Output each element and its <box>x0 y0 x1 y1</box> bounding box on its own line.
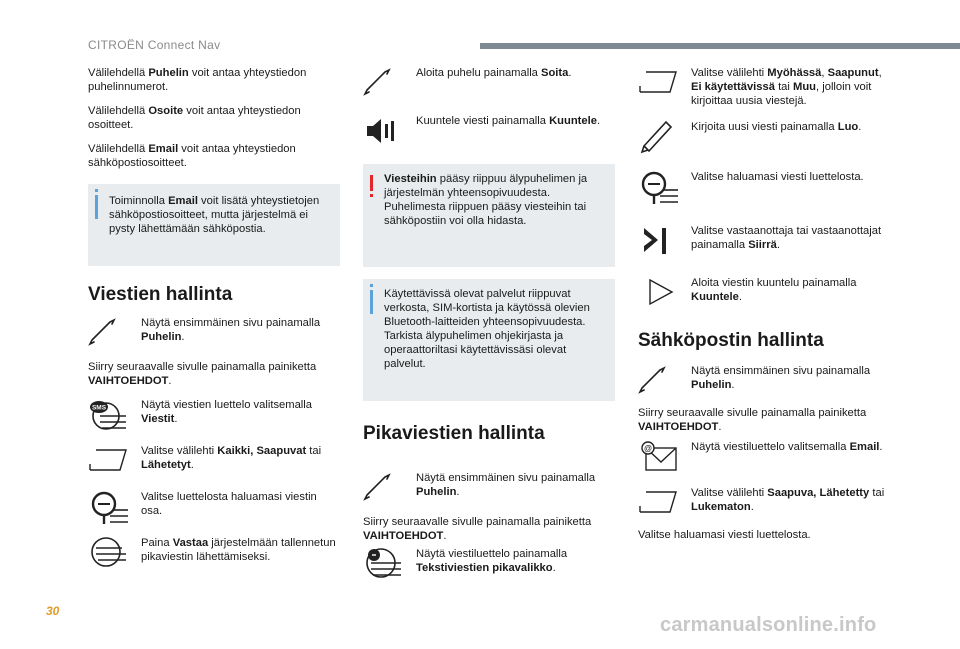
sms-badge-text: SMS <box>91 404 107 412</box>
quick-message-icon <box>88 536 132 570</box>
column-1 <box>88 66 340 582</box>
heading-email-management: Sähköpostin hallinta <box>638 330 824 351</box>
info-icon <box>95 195 98 219</box>
column-2 <box>363 66 615 593</box>
phone-handset-icon <box>363 471 407 505</box>
info-note-email: Toiminnolla Email voit lisätä yhteystietojen sähköpostiosoitteet, mutta järjestelmä ei pysty lähettämään sähköpostia. <box>88 184 340 266</box>
step-listen-email: Aloita viestin kuuntelu painamalla Kuuntele. <box>638 276 890 310</box>
step-reply: Paina Vastaa järjestelmään tallennetun pikaviestin lähettämiseksi. <box>88 536 340 570</box>
list-select-icon <box>88 490 132 524</box>
header-bar <box>480 43 960 49</box>
play-icon <box>638 276 682 310</box>
heading-quick-messages: Pikaviestien hallinta <box>363 423 545 444</box>
tab-folder-icon <box>638 66 682 100</box>
step-select-late-tab: Valitse välilehti Myöhässä, Saapunut, Ei käytettävissä tai Muu, jolloin voit kirjoittaa uusia viestejä. <box>638 66 890 108</box>
sms-list-icon <box>88 398 132 432</box>
svg-text:@: @ <box>644 444 652 453</box>
email-envelope-icon <box>638 440 682 474</box>
phone-handset-icon <box>363 66 407 100</box>
column-3 <box>638 66 890 552</box>
pencil-icon <box>638 120 682 154</box>
paragraph-next-page: Siirry seuraavalle sivulle painamalla painiketta VAIHTOEHDOT. <box>88 361 317 387</box>
list-select-icon <box>638 170 682 204</box>
paragraph-phone-tab: Välilehdellä Puhelin voit antaa yhteystiedon puhelinnumerot. <box>88 67 307 93</box>
phone-handset-icon <box>638 364 682 398</box>
tab-folder-icon <box>638 486 682 520</box>
info-icon <box>370 290 373 314</box>
step-select-email-tab: Valitse välilehti Saapuva, Lähetetty tai Lukematon. <box>638 486 890 520</box>
step-show-first-page: Näytä ensimmäinen sivu painamalla Puhelin. <box>88 316 340 350</box>
paragraph-address-tab: Välilehdellä Osoite voit antaa yhteystiedon osoitteet. <box>88 105 301 131</box>
speaker-icon <box>363 114 407 148</box>
heading-message-management: Viestien hallinta <box>88 284 233 305</box>
paragraph-email-tab: Välilehdellä Email voit antaa yhteystiedon sähköpostiosoitteet. <box>88 143 296 169</box>
step-show-quick-list: Näytä viestiluettelo painamalla Tekstiviestien pikavalikko. <box>363 547 615 581</box>
page-number: 30 <box>46 604 60 618</box>
watermark: carmanualsonline.info <box>660 614 877 636</box>
step-show-email-list: @ Näytä viestiluettelo valitsemalla Email. <box>638 440 890 474</box>
paragraph-select-email: Valitse haluamasi viesti luettelosta. <box>638 529 811 541</box>
step-write-new: Kirjoita uusi viesti painamalla Luo. <box>638 120 890 154</box>
step-start-call: Aloita puhelu painamalla Soita. <box>363 66 615 100</box>
step-show-messages: SMS Näytä viestien luettelo valitsemalla Viestit. <box>88 398 340 432</box>
manual-header-title: CITROËN Connect Nav <box>88 38 221 52</box>
step-show-first-page-email: Näytä ensimmäinen sivu painamalla Puhelin. <box>638 364 890 398</box>
warning-icon <box>370 175 373 191</box>
step-select-tab: Valitse välilehti Kaikki, Saapuvat tai Lähetetyt. <box>88 444 340 478</box>
phone-handset-icon <box>88 316 132 350</box>
step-listen-message: Kuuntele viesti painamalla Kuuntele. <box>363 114 615 148</box>
step-select-part: Valitse luettelosta haluamasi viestin osa. <box>88 490 340 524</box>
info-note-services: Käytettävissä olevat palvelut riippuvat verkosta, SIM-kortista ja käytössä olevien Bluetooth-laitteiden yhteensopivuudesta. Tarkista älypuhelimen ohjekirjasta ja operaattoriltasi käytettävissäsi olevat palvelut. <box>363 279 615 401</box>
step-select-recipient: Valitse vastaanottaja tai vastaanottajat painamalla Siirrä. <box>638 224 890 258</box>
step-show-first-page-quick: Näytä ensimmäinen sivu painamalla Puhelin. <box>363 471 615 505</box>
quick-message-list-icon <box>363 547 407 581</box>
warning-note-messages: Viesteihin pääsy riippuu älypuhelimen ja järjestelmän yhteensopivuudesta. Puhelimesta riippuen pääsy viesteihin tai sähköpostiin voi olla hidasta. <box>363 164 615 267</box>
transfer-arrow-icon <box>638 224 682 258</box>
step-select-message: Valitse haluamasi viesti luettelosta. <box>638 170 890 204</box>
paragraph-next-page-email: Siirry seuraavalle sivulle painamalla painiketta VAIHTOEHDOT. <box>638 407 867 433</box>
paragraph-next-page-quick: Siirry seuraavalle sivulle painamalla painiketta VAIHTOEHDOT. <box>363 516 592 542</box>
tab-folder-icon <box>88 444 132 478</box>
